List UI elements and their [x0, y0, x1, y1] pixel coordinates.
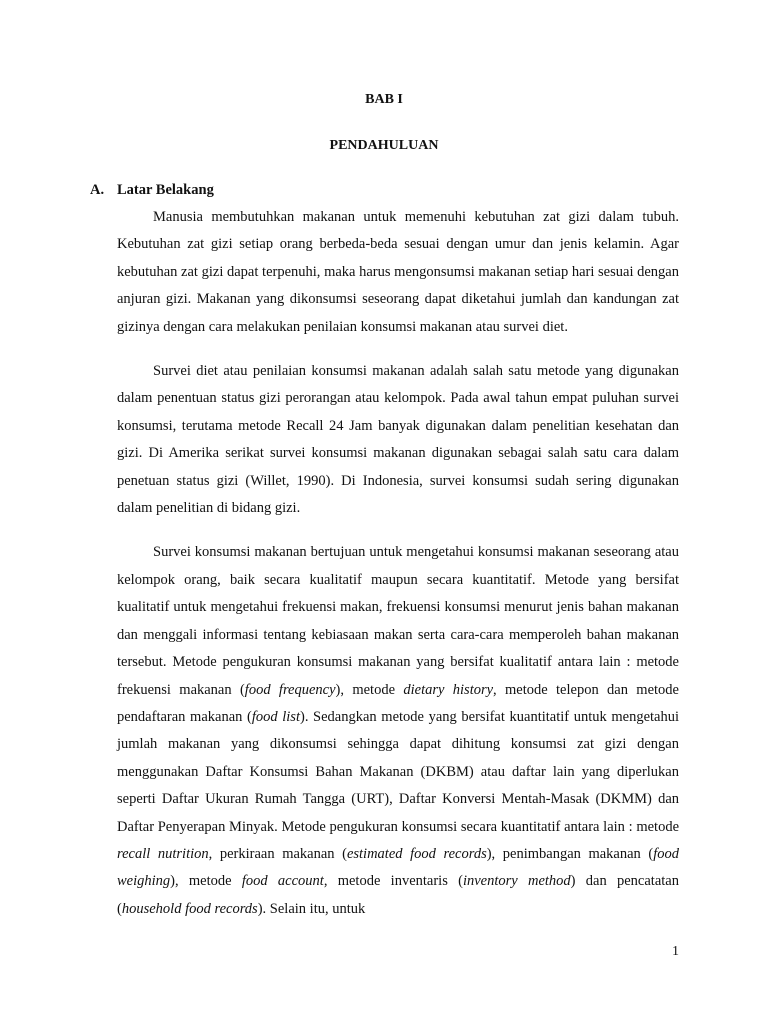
- paragraph: [117, 539, 679, 923]
- text-run: Manusia membutuhkan makanan untuk memenuhi kebutuhan zat gizi dalam tubuh. Kebutuhan zat gizi setiap orang berbeda-beda sesuai dengan umur dan jenis kelamin. Agar kebutuhan zat gizi dapat terpenuhi, maka harus mengonsumsi makanan setiap hari sesuai dengan anjuran gizi. Makanan yang dikonsumsi seseorang dapat diketahui jumlah dan kandungan zat gizinya dengan cara melakukan penilaian konsumsi makanan atau survei diet.: [117, 209, 679, 335]
- chapter-title: PENDAHULUAN: [329, 138, 439, 153]
- italic-term: household food records: [121, 900, 258, 917]
- paragraph: [117, 358, 679, 522]
- italic-term: recall nutrition: [117, 845, 209, 862]
- italic-term: dietary history: [403, 681, 494, 698]
- text-run: , metode telepon dan metode pendaftaran makanan (: [117, 681, 679, 725]
- italic-term: food frequency: [244, 681, 336, 698]
- text-run: ), penimbangan makanan (: [486, 845, 654, 862]
- italic-term: estimated food records: [346, 845, 487, 862]
- section-heading-text: Latar Belakang: [117, 182, 214, 198]
- italic-term: food weighing: [117, 845, 680, 890]
- body-text: [117, 204, 679, 940]
- paragraph: [117, 204, 679, 341]
- text-run: ). Sedangkan metode yang bersifat kuantitatif untuk mengetahui jumlah makanan yang dikonsumsi sehingga dapat dihitung konsumsi zat gizi dengan menggunakan Daftar Konsumsi Bahan Makanan (DKBM) atau daftar lain yang diperlukan seperti Daftar Ukuran Rumah Tangga (URT), Daftar Konversi Mentah-Masak (DKMM) dan Daftar Penyerapan Minyak. Metode pengukuran konsumsi secara kuantitatif antara lain : metode: [117, 708, 680, 835]
- text-run: Survei konsumsi makanan bertujuan untuk mengetahui konsumsi makanan seseorang atau kelompok orang, baik secara kualitatif maupun secara kuantitatif. Metode yang bersifat kualitatif untuk mengetahui frekuensi makan, frekuensi konsumsi menurut jenis bahan makanan dan menggali informasi tentang kebiasaan makan serta cara-cara memperoleh bahan makanan tersebut. Metode pengukuran konsumsi makanan yang bersifat kualitatif antara lain : metode frekuensi makanan (: [117, 544, 679, 698]
- page-number: 1: [672, 944, 679, 959]
- text-run: ), metode: [170, 873, 242, 890]
- chapter-number: BAB I: [365, 92, 403, 107]
- text-run: ). Selain itu, untuk: [257, 900, 366, 917]
- text-run: , perkiraan makanan (: [208, 845, 347, 862]
- text-run: Survei diet atau penilaian konsumsi makanan adalah salah satu metode yang digunakan dalam penentuan status gizi perorangan atau kelompok. Pada awal tahun empat puluhan survei konsumsi, terutama metode Recall 24 Jam banyak digunakan dalam penelitian kesehatan dan gizi. Di Amerika serikat survei konsumsi makanan digunakan sebagai salah satu cara dalam penetuan status gizi (Willet, 1990). Di Indonesia, survei konsumsi sudah sering digunakan dalam penelitian di bidang gizi.: [117, 363, 679, 517]
- italic-term: food list: [251, 708, 300, 725]
- text-run: ), metode: [335, 681, 404, 698]
- italic-term: inventory method: [462, 873, 571, 890]
- section-heading: [90, 182, 214, 199]
- text-run: ) dan pencatatan (: [117, 873, 679, 917]
- text-run: , metode inventaris (: [323, 873, 463, 890]
- italic-term: food account: [241, 873, 324, 890]
- section-letter: A.: [90, 182, 105, 198]
